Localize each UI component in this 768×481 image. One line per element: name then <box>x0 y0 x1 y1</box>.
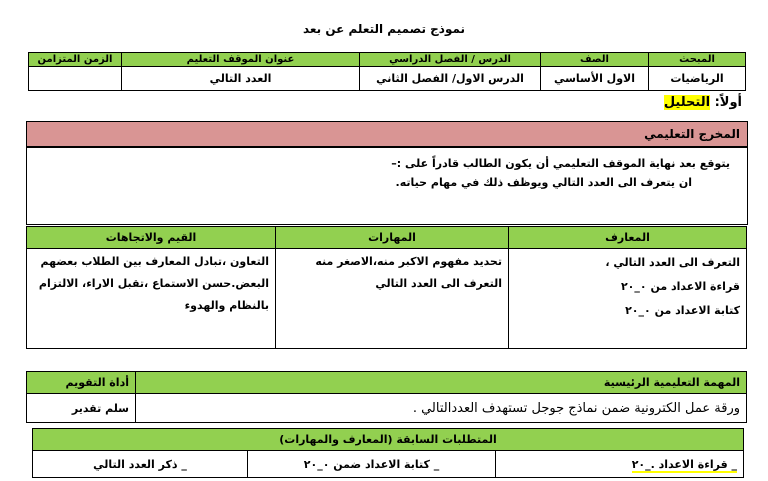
outcome-line-2: ان يتعرف الى العدد التالي ويوظف ذلك في مهام حياته. <box>395 176 692 189</box>
info-table <box>28 52 746 91</box>
values-cell <box>27 249 276 349</box>
knowledge-item: كتابة الاعداد من ٠_٢٠ <box>625 304 740 317</box>
skills-cell <box>276 249 509 349</box>
col-header-knowledge: المعارف <box>509 227 747 249</box>
values-item: بالنظام والهدوء <box>184 299 269 312</box>
analysis-table <box>26 226 747 349</box>
tool-value: سلم تقدير <box>27 394 136 423</box>
header-time: الزمن المتزامن <box>29 53 122 67</box>
prereq-item: _ كتابة الاعداد ضمن ٠_٢٠ <box>248 451 496 478</box>
header-situation: عنوان الموقف التعليم <box>122 53 360 67</box>
prereq-item: _ قراءة الاعداد ._٢٠ <box>496 451 744 478</box>
skills-item: التعرف الى العدد التالي <box>375 277 502 290</box>
prereq-table <box>32 428 744 478</box>
outcome-header <box>26 121 748 148</box>
value-lesson: الدرس الاول/ الفصل الثاني <box>360 67 541 91</box>
page-title: نموذج تصميم التعلم عن بعد <box>302 22 466 36</box>
section-label: أولاً: التحليل <box>663 95 742 110</box>
task-text: ورقة عمل الكترونية ضمن نماذج جوجل تستهدف العددالتالي . <box>136 394 747 423</box>
task-header: المهمة التعليمية الرئيسية <box>136 372 747 394</box>
value-time <box>29 67 122 91</box>
header-grade: الصف <box>541 53 649 67</box>
prereq-header: المتطلبات السابقة (المعارف والمهارات) <box>33 429 744 451</box>
outcome-header-label: المخرج التعليمي <box>644 127 740 141</box>
values-item: التعاون ،تبادل المعارف بين الطلاب بعضهم <box>40 255 269 268</box>
section-name: التحليل <box>663 95 711 110</box>
knowledge-item: التعرف الى العدد التالي ، <box>605 256 740 269</box>
header-subject: المبحث <box>649 53 746 67</box>
knowledge-cell <box>509 249 747 349</box>
skills-item: تحديد مفهوم الاكبر منه،الاصغر منه <box>315 255 502 268</box>
col-header-skills: المهارات <box>276 227 509 249</box>
task-table <box>26 371 747 423</box>
col-header-values: القيم والاتجاهات <box>27 227 276 249</box>
tool-header: أداة التقويم <box>27 372 136 394</box>
value-subject: الرياضيات <box>649 67 746 91</box>
values-item: البعض.حسن الاستماع ،تقبل الاراء، الالتزام <box>38 277 269 290</box>
knowledge-item: قراءة الاعداد من ٠_٢٠ <box>620 280 740 293</box>
value-grade: الاول الأساسي <box>541 67 649 91</box>
value-situation: العدد التالي <box>122 67 360 91</box>
outcome-line-1: يتوقع بعد نهاية الموقف التعليمي أن يكون الطالب قادراً على :– <box>391 157 730 170</box>
header-lesson: الدرس / الفصل الدراسي <box>360 53 541 67</box>
prereq-item: _ ذكر العدد التالي <box>33 451 248 478</box>
